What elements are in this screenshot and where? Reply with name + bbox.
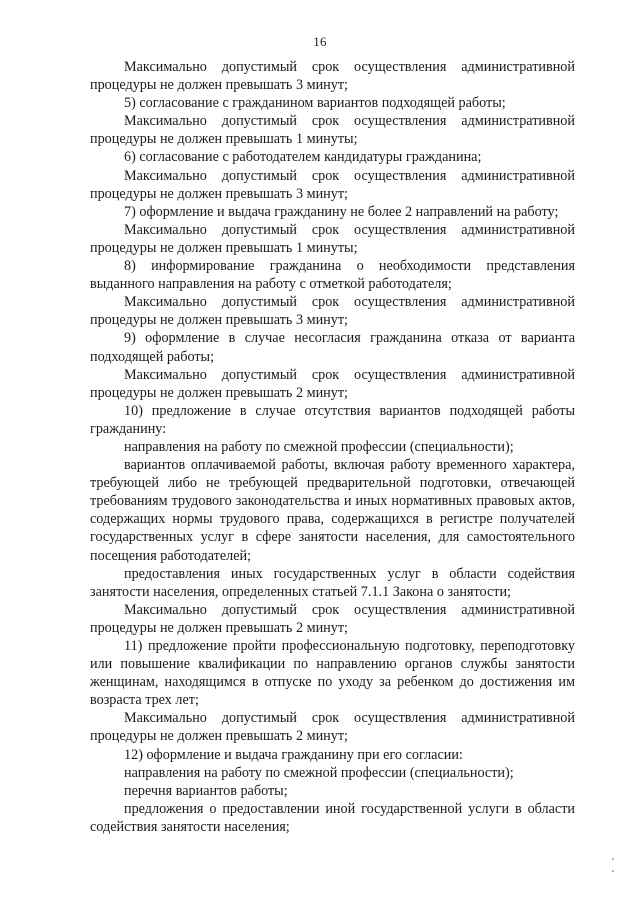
list-item: 6) согласование с работодателем кандидатуры гражданина; [124,149,482,166]
sub-item: направления на работу по смежной профессии (специальности); [124,764,514,781]
paragraph: Максимально допустимый срок осуществления административной процедуры не должен превышать 1 минуты; [90,113,575,148]
list-item: 7) оформление и выдача гражданину не более 2 направлений на работу; [124,203,559,220]
sub-item: перечня вариантов работы; [124,782,288,799]
list-item: 10) предложение в случае отсутствия вариантов подходящей работы гражданину: [90,402,575,437]
document-body [90,58,575,836]
paragraph: Максимально допустимый срок осуществления административной процедуры не должен превышать 1 минуты; [90,221,575,256]
page-number: 16 [313,34,327,49]
list-item: 5) согласование с гражданином вариантов подходящей работы; [124,95,506,112]
paragraph: Максимально допустимый срок осуществления административной процедуры не должен превышать 2 минут; [90,710,575,745]
list-item: 8) информирование гражданина о необходимости представления выданного направления на работу с отметкой работодателя; [90,258,575,293]
paragraph: Максимально допустимый срок осуществления административной процедуры не должен превышать 2 минут; [90,601,575,636]
paragraph: Максимально допустимый срок осуществления административной процедуры не должен превышать 3 минут; [90,59,575,94]
paragraph: Максимально допустимый срок осуществления административной процедуры не должен превышать 2 минут; [90,366,575,401]
paragraph: Максимально допустимый срок осуществления административной процедуры не должен превышать 3 минут; [90,294,575,329]
scan-speck [612,870,614,872]
sub-item: вариантов оплачиваемой работы, включая работу временного характера, требующей либо не требующей предварительной подготовки, отвечающей требованиям трудового законодательства и иных нормативных правовых актов, содержащих нормы трудового права, содержащихся в регистре получателей государственных услуг в сфере занятости населения, для самостоятельного посещения работодателей; [90,457,575,564]
paragraph: Максимально допустимый срок осуществления административной процедуры не должен превышать 3 минут; [90,167,575,202]
list-item: 9) оформление в случае несогласия гражданина отказа от варианта подходящей работы; [90,330,575,365]
list-item: 11) предложение пройти профессиональную подготовку, переподготовку или повышение квалификации по направлению органов службы занятости женщинам, находящимся в отпуске по уходу за ребенком до достижения им возраста трех лет; [90,638,575,709]
scan-speck [612,858,614,860]
sub-item: направления на работу по смежной профессии (специальности); [124,438,514,455]
sub-item: предоставления иных государственных услуг в области содействия занятости населения, определенных статьей 7.1.1 Закона о занятости; [90,565,575,600]
list-item: 12) оформление и выдача гражданину при его согласии: [124,746,463,763]
sub-item: предложения о предоставлении иной государственной услуги в области содействия занятости населения; [90,800,575,835]
